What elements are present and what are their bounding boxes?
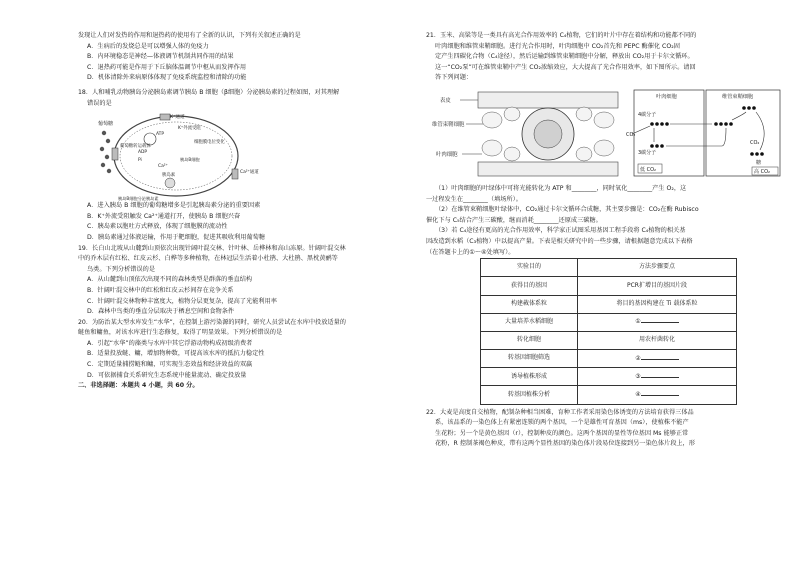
mesophyll-box-label: 叶肉细胞 bbox=[656, 93, 677, 100]
option-d: D．胰岛素通过体液运输，作用于靶细胞，促进其吸收利用葡萄糖 bbox=[87, 233, 266, 241]
text-line: 生花粉；另一个是黄色基因（r），控制种皮的颜色。这两个基因的显性等位基因 Ms 能够正常 bbox=[435, 429, 689, 437]
text-line: 21．玉米、高粱等是一类具有高光合作用效率的 C₄植物，它们的叶片中存在着结构和功能都不同的 bbox=[426, 32, 697, 39]
text-line: 因改造到水稻（C₃植物）中以提高产量。下表是相关研究中的一些步骤，请根据题意完成以下表格 bbox=[426, 237, 693, 245]
ca-channel bbox=[232, 169, 238, 179]
option-a: A．从山麓到山顶依次出现不同的森林类型是群落的垂直结构 bbox=[87, 276, 253, 284]
c3-label: 3碳分子 bbox=[638, 149, 657, 156]
option-c: C．定期适量捕捞鲢和鳙，可实现生态效益和经济效益的双赢 bbox=[87, 361, 253, 369]
question-18 bbox=[78, 88, 448, 244]
option-d: D．森林中鸟类的垂直分层取决于栖息空间和食物条件 bbox=[87, 308, 235, 316]
sheath-box bbox=[706, 90, 780, 176]
text-line: （2）在维管束鞘细胞叶绿体中，CO₂通过卡尔文循环合成糖，其主要步骤是：CO₂在酶 Rubisco bbox=[435, 206, 699, 214]
c4-label: 4碳分子 bbox=[638, 111, 657, 118]
atp-label: ATP bbox=[156, 132, 164, 138]
upper-epidermis bbox=[478, 92, 618, 108]
text-line: 发现让人们对发热的作用和退热药的使用有了全新的认识，下列有关叙述正确的是 bbox=[78, 32, 301, 39]
header-cell: 方法步骤要点 bbox=[578, 259, 737, 277]
table-cell: 构建載体系粒 bbox=[481, 295, 578, 313]
sugar-label: 糖 bbox=[756, 159, 762, 166]
option-d: D．机体清除外来病原体体现了免疫系统监控和清除的功能 bbox=[87, 74, 247, 82]
cell-membrane bbox=[114, 116, 238, 196]
bundle-sheath-label: 维管束鞘细胞 bbox=[432, 121, 465, 128]
beta-cell-svg bbox=[98, 111, 298, 201]
transporter-label: 葡萄糖转运载体 bbox=[120, 144, 151, 150]
table-cell bbox=[578, 350, 737, 368]
low-co2-label: 低 CO₂ bbox=[640, 166, 657, 173]
text-line: 花粉，R 控制茶褐色种皮，带有这两个显性基因的染色体片段易位连接到另一染色体片段上，形 bbox=[435, 440, 695, 448]
figure-caption: 胰岛B细胞分泌胰岛素 bbox=[118, 196, 159, 202]
question-stem: 19．长白山北坡从山麓到山顶依次出现针阔叶混交林、针叶林、岳桦林和高山冻原。针阔叶混交林 bbox=[78, 244, 346, 252]
experiment-table bbox=[480, 258, 737, 405]
option-a: A．生病后的发烧总是可以增强人体的免疫力 bbox=[87, 42, 209, 50]
question-stem: 鲢鱼和鳙鱼，对该水库进行生态修复，取得了明显效果。下列分析错误的是 bbox=[78, 329, 283, 337]
epidermis-label: 表皮 bbox=[440, 97, 451, 104]
header-cell: 实验目的 bbox=[481, 259, 578, 277]
question-19 bbox=[78, 244, 448, 318]
text-line: 答下列问题： bbox=[435, 74, 473, 82]
high-co2-label: 高 CO₂ bbox=[754, 168, 771, 175]
table-cell: 将目的基因构建在 Ti 载体系粒 bbox=[578, 295, 737, 313]
question-stem: 20．为防治某大型水库发生“水华”，在控制上游污染源的同时，研究人员尝试在水库中投放适量的 bbox=[78, 318, 346, 326]
question-stem: 中的乔木层有红松、红皮云杉、白桦等多种植物，在林冠层生活着小杜鹃、大杜鹃、黑枕黄鹂等 bbox=[78, 255, 338, 263]
mesophyll-label: 叶肉细胞 bbox=[436, 151, 458, 158]
adp-label: ADP bbox=[138, 150, 148, 156]
text-line: 叶肉细胞和维管束鞘细胞。进行光合作用时，叶肉细胞中 CO₂首先和 PEPC 酶催化 CO₂固 bbox=[435, 42, 680, 50]
c4-leaf-diagram bbox=[426, 84, 794, 184]
table-cell: 转基因细胞筛选 bbox=[481, 350, 578, 368]
table-cell: 大量培养水稻细胞 bbox=[481, 313, 578, 331]
blank-number: ④ bbox=[635, 391, 641, 399]
answer-blank bbox=[641, 389, 679, 396]
table-cell: 用农杆菌转化 bbox=[578, 331, 737, 349]
blank-number: ① bbox=[635, 318, 641, 326]
co2-label: CO₂ bbox=[626, 131, 636, 138]
question-22 bbox=[426, 408, 794, 450]
co2-label-2: CO₂ bbox=[750, 139, 760, 146]
text-line: 催化下与 C₅结合产生三碳酸，继而消耗________还原成三碳糖。 bbox=[426, 216, 602, 224]
option-c: C．针阔叶混交林物种丰富度大，植物分层更复杂，提高了光能利用率 bbox=[87, 297, 277, 305]
text-line: （在答题卡上的①～④处填写）。 bbox=[426, 248, 515, 256]
question-stem: 错误的是 bbox=[87, 99, 112, 107]
option-c: C．胰岛素以胞吐方式释放，体现了细胞膜的流动性 bbox=[87, 223, 228, 231]
table-cell: PCR扩增目的基因片段 bbox=[578, 277, 737, 295]
top-lines bbox=[78, 31, 448, 84]
table-cell: 诱导植株形成 bbox=[481, 368, 578, 386]
depolarization-label: 细胞膜电位变化 bbox=[194, 140, 225, 146]
table-row bbox=[481, 386, 737, 404]
table-row bbox=[481, 295, 737, 313]
blank-number: ③ bbox=[635, 373, 641, 381]
question-stem: 18．人和哺乳动物胰岛分泌胰岛素调节胰岛 B 细胞（β细胞）分泌胰岛素的过程如图，对其理解 bbox=[78, 88, 340, 96]
table-cell: 转基因植株分析 bbox=[481, 386, 578, 404]
option-b: B．适量投放鲢、鳙，增加物种数，可提高该水库的抵抗力稳定性 bbox=[87, 350, 265, 358]
cell-label: 胰岛B细胞 bbox=[180, 157, 200, 163]
option-b: B．K⁺外流受阻触发 Ca²⁺通道打开，使胰岛 B 细胞兴奋 bbox=[87, 212, 241, 220]
pi-label: Pi bbox=[138, 158, 142, 164]
table-row bbox=[481, 331, 737, 349]
k-channel-label: K⁺通道 bbox=[170, 115, 185, 121]
question-21-stem bbox=[426, 31, 794, 84]
text-line: 系，该品系的一染色体上有紧密连锁的两个基因，一个是雄性可育基因（ms），使植株不能产 bbox=[435, 419, 689, 427]
text-line: 这一“CO₂泵”可在维管束鞘中产生 CO₂浓缩效应，大大提高了光合作用效率，如下图所示。请回 bbox=[435, 63, 696, 71]
insulin-vesicle bbox=[165, 178, 175, 188]
beta-cell-diagram bbox=[98, 111, 298, 201]
table-cell bbox=[578, 313, 737, 331]
text-line: 22．大麦是高度自交植物，配制杂种相当困难，育种工作者采用染色体诱变的方法培育获得三体品 bbox=[426, 408, 694, 416]
k-out-label: K⁺外流受阻 bbox=[178, 126, 201, 132]
sheath-box-label: 维管束鞘细胞 bbox=[722, 93, 754, 100]
table-cell bbox=[578, 368, 737, 386]
answer-blank bbox=[641, 371, 679, 378]
question-20 bbox=[78, 318, 448, 382]
text-line: 定产生四碳化合物（C₄途径），然后运输到维管束鞘细胞中分解，释放出 CO₂用于卡尔文循环。 bbox=[435, 53, 694, 61]
option-b: B．针阔叶混交林中的红松和红皮云杉间存在竞争关系 bbox=[87, 286, 234, 294]
left-column bbox=[78, 0, 448, 392]
ca-channel-label: Ca²⁺通道 bbox=[240, 170, 259, 176]
blank-number: ② bbox=[635, 354, 641, 362]
option-a: A．进入胰岛 B 细胞的葡萄糖增多是引起胰岛素分泌的重要因素 bbox=[87, 202, 261, 210]
question-21-parts bbox=[426, 184, 794, 258]
table-cell: 获得目的基因 bbox=[481, 277, 578, 295]
answer-blank bbox=[641, 316, 679, 323]
table-cell: 转化细胞 bbox=[481, 331, 578, 349]
ca-label: Ca²⁺ bbox=[158, 164, 168, 170]
option-a: A．引起“水华”的藻类与水库中其它浮游动物构成初级消费者 bbox=[87, 339, 253, 347]
table-row bbox=[481, 277, 737, 295]
right-column bbox=[426, 0, 794, 450]
table-header bbox=[481, 259, 737, 277]
text-line: （3）若 C₄途径有更高的光合作用效率，科学家正试图采用基因工程手段将 C₄植物的相关基 bbox=[435, 227, 686, 235]
table-cell bbox=[578, 386, 737, 404]
text-line: （1）叶肉细胞的叶绿体中可将光能转化为 ATP 和________，同时氧化________产生 O₂，这 bbox=[435, 184, 687, 192]
option-d: D．可依据捕食关系研究生态系统中能量流动、确定投放量 bbox=[87, 371, 247, 379]
table-row bbox=[481, 313, 737, 331]
table-row bbox=[481, 350, 737, 368]
c4-leaf-svg bbox=[426, 84, 794, 184]
option-b: B．内环境稳态是神经—体液调节机制共同作用的结果 bbox=[87, 53, 234, 61]
option-c: C．退热药可能是作用于下丘脑体温调节中枢从而发挥作用 bbox=[87, 63, 247, 71]
vascular-bundle bbox=[534, 120, 562, 148]
table-row bbox=[481, 368, 737, 386]
section-heading: 二、非选择题：本题共 4 小题，共 60 分。 bbox=[78, 382, 199, 390]
glucose-dots bbox=[100, 131, 111, 173]
insulin-label: 胰岛素 bbox=[162, 173, 176, 179]
glucose-transporter bbox=[112, 148, 118, 160]
question-stem: 鸟类。下列分析错误的是 bbox=[87, 265, 156, 273]
mesophyll-box bbox=[634, 90, 704, 176]
lower-epidermis bbox=[478, 162, 618, 176]
glucose-label: 葡萄糖 bbox=[98, 121, 114, 128]
text-line: 一过程发生在________（填场所）。 bbox=[426, 195, 522, 203]
answer-blank bbox=[641, 353, 679, 360]
k-channel bbox=[160, 114, 170, 120]
